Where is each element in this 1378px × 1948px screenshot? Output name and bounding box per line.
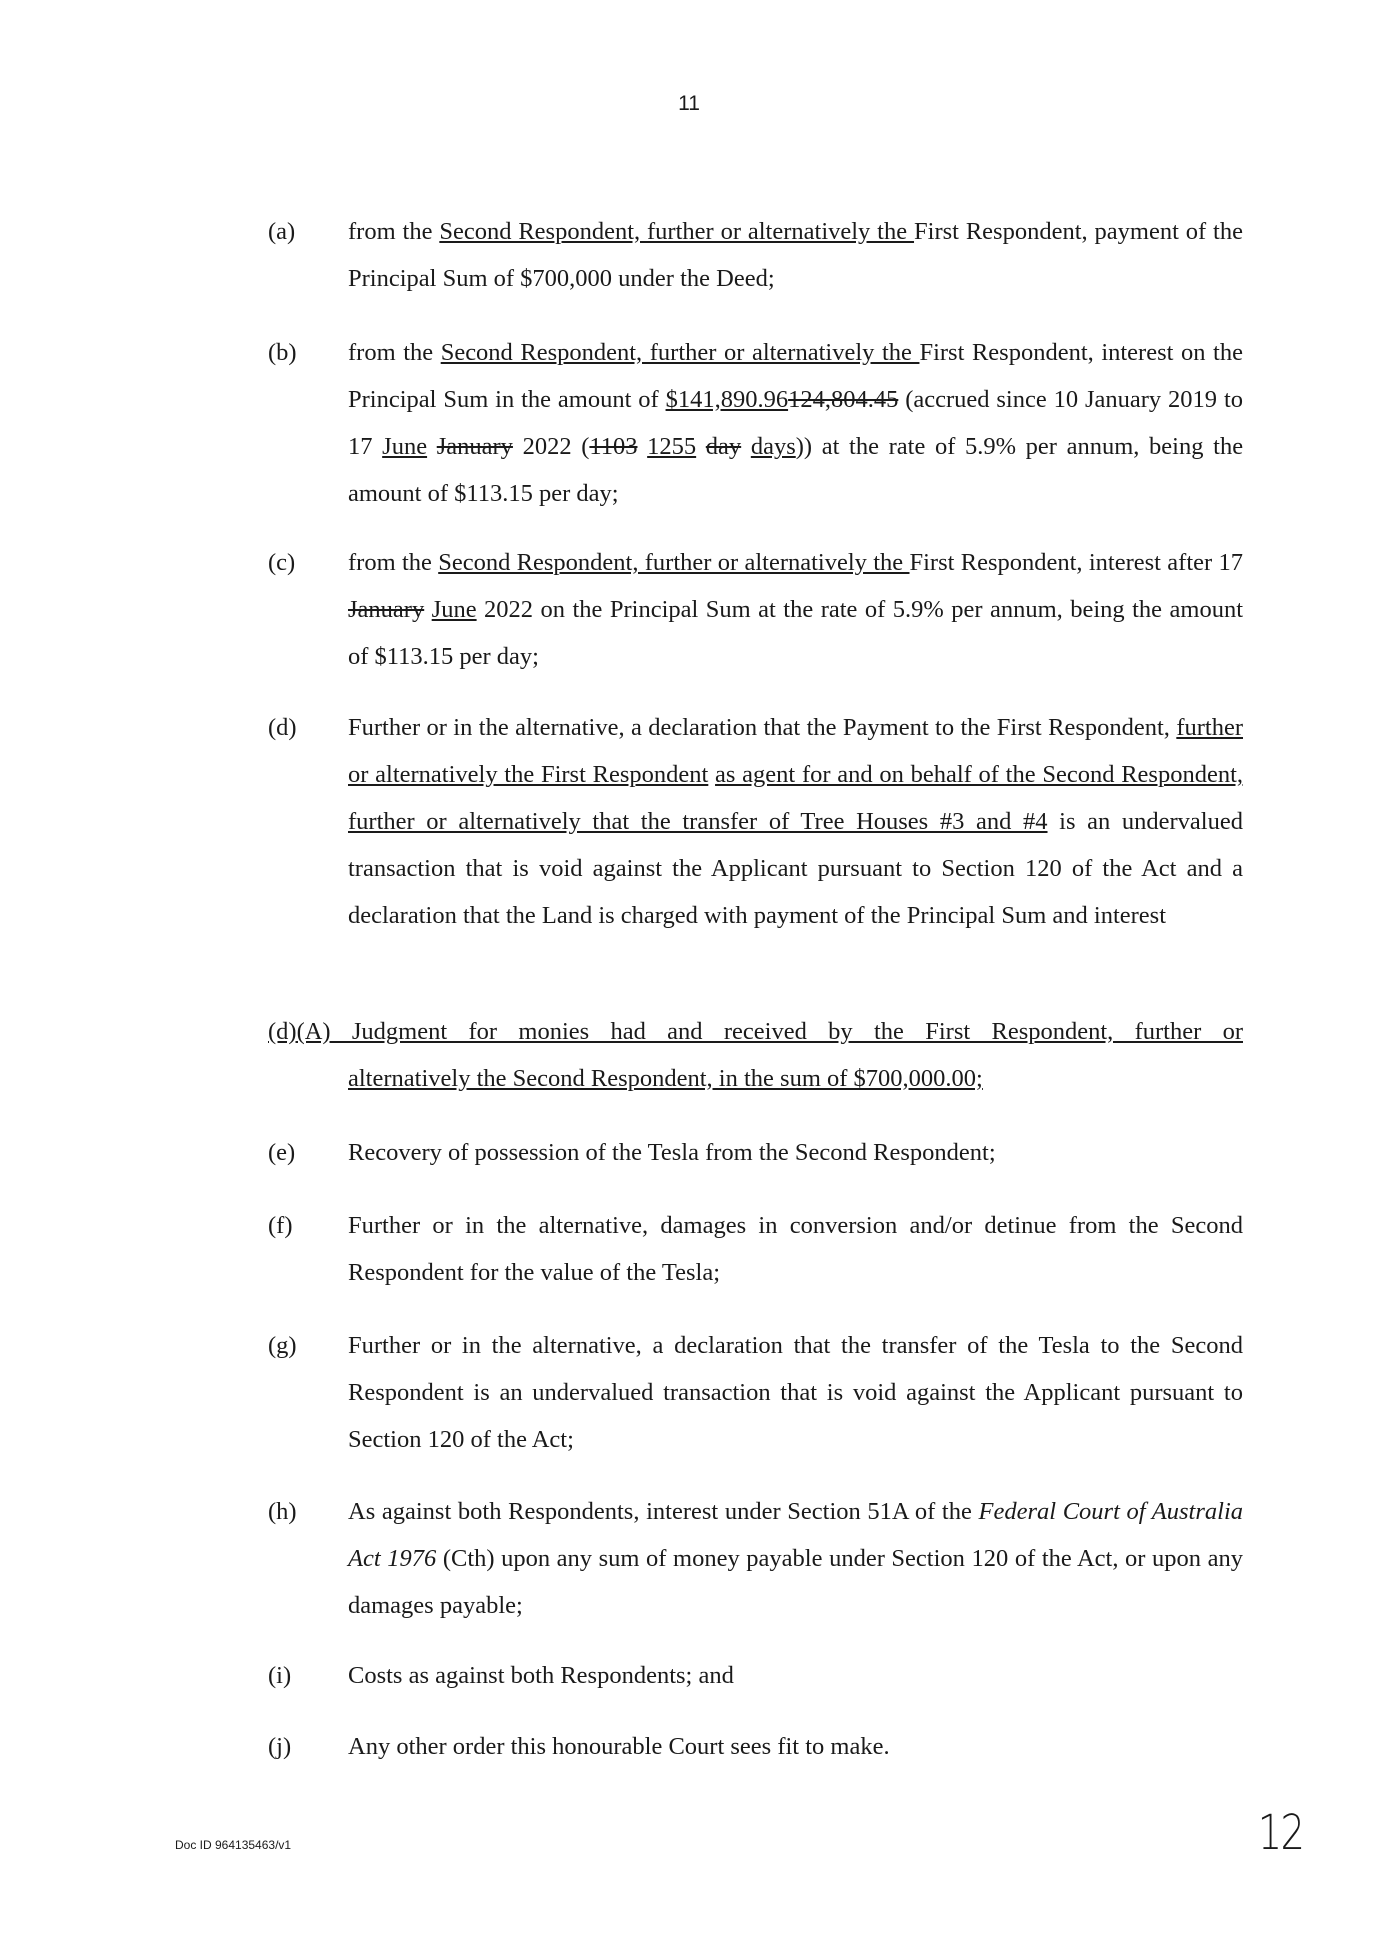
item-label: (g) — [268, 1332, 297, 1359]
item-body: from the Second Respondent, further or alternatively the First Respondent, interest after 17 January June 2022 on the Principal Sum at the rate of 5.9% per annum, being the amount of $113.15 per day; — [348, 549, 1244, 670]
list-item-i — [268, 1652, 1243, 1699]
list-item-h — [268, 1488, 1243, 1629]
item-body: from the Second Respondent, further or alternatively the First Respondent, payment of the Principal Sum of $700,000 under the Deed; — [348, 218, 1243, 292]
list-item-c — [268, 539, 1243, 680]
item-label: (j) — [268, 1733, 292, 1760]
item-label: (c) — [268, 549, 296, 576]
item-body: Further or in the alternative, a declaration that the transfer of the Tesla to the Second Respondent is an undervalued transaction that is void against the Applicant pursuant to Section 120 of the Act; — [348, 1332, 1243, 1453]
item-body: from the Second Respondent, further or alternatively the First Respondent, interest on the Principal Sum in the amount of $141,890.96124,804.45 (accrued since 10 January 2019 to 17 June January 2022 (1103 1255 day days)) at the rate of 5.9% per annum, being the amount of $113.15 per day; — [348, 339, 1244, 507]
item-body: Recovery of possession of the Tesla from the Second Respondent; — [348, 1139, 996, 1166]
item-body: Costs as against both Respondents; and — [348, 1662, 734, 1689]
item-label: (e) — [268, 1139, 296, 1166]
item-body: Further or in the alternative, damages in conversion and/or detinue from the Second Respondent for the value of the Tesla; — [348, 1212, 1243, 1286]
list-item-e — [268, 1129, 1243, 1176]
list-item-a — [268, 208, 1243, 302]
item-d-a-line-1: (d)(A) Judgment for monies had and received by the First Respondent, further or — [268, 1018, 1243, 1045]
item-label: (b) — [268, 339, 297, 366]
item-label: (i) — [268, 1662, 292, 1689]
doc-id: Doc ID 964135463/v1 — [175, 1838, 292, 1852]
item-d-a-line-2: alternatively the Second Respondent, in the sum of $700,000.00; — [348, 1065, 983, 1092]
page-number: 11 — [678, 92, 700, 115]
list-item-g — [268, 1322, 1243, 1463]
item-label: (a) — [268, 218, 296, 245]
item-body: Any other order this honourable Court sees fit to make. — [348, 1733, 890, 1760]
list-item-d — [268, 704, 1243, 939]
item-label: (h) — [268, 1498, 297, 1525]
list-item-j — [268, 1723, 1243, 1770]
item-body: As against both Respondents, interest under Section 51A of the Federal Court of Australia Act 1976 (Cth) upon any sum of money payable under Section 120 of the Act, or upon any damages payable; — [348, 1498, 1243, 1619]
handwritten-page-number: 12 — [1257, 1805, 1304, 1861]
item-label: (d) — [268, 714, 297, 741]
list-item-d-a — [268, 1008, 1243, 1102]
item-label: (f) — [268, 1212, 293, 1239]
item-body: Further or in the alternative, a declaration that the Payment to the First Respondent, further or alternatively the First Respondent as agent for and on behalf of the Second Respondent, further or alternatively that the transfer of Tree Houses #3 and #4 is an undervalued transaction that is void against the Applicant pursuant to Section 120 of the Act and a declaration that the Land is charged with payment of the Principal Sum and interest — [348, 714, 1243, 929]
list-item-f — [268, 1202, 1243, 1296]
list-item-b — [268, 329, 1243, 517]
